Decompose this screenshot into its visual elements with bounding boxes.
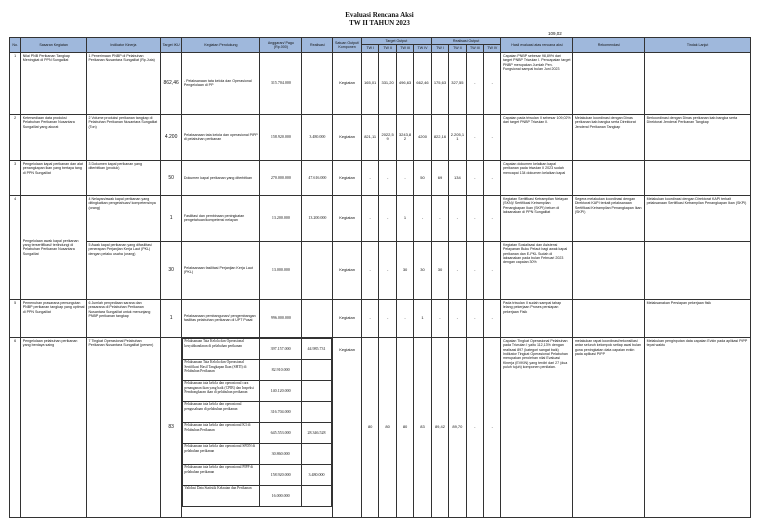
row-sasaran: Ketersediaan data produksi Pelabuhan Perikanan Nusantara Sungailiat yang akurat bbox=[21, 114, 87, 160]
row-tw-value: 69 bbox=[431, 160, 448, 195]
activity-realisasi bbox=[301, 443, 331, 464]
row-tw-value: 89,42 bbox=[431, 337, 448, 517]
row-tw-value: 3243,82 bbox=[396, 114, 413, 160]
row-tindak-lanjut: Melakukan penginputan data capaian Evkin pada aplikasi PIPP tepat waktu bbox=[645, 337, 751, 517]
activity-kegiatan: Validasi Data Statistik Kelautan dan Perikanan bbox=[183, 485, 260, 506]
row-no: 1 bbox=[10, 52, 21, 114]
row-no: 3 bbox=[10, 160, 21, 195]
row-anggaran: 158.920.000 bbox=[260, 114, 302, 160]
row-target: 862,46 bbox=[160, 52, 182, 114]
row-tw-value: - bbox=[484, 299, 501, 337]
row-tw-value: 331,20 bbox=[379, 52, 396, 114]
row-realisasi: 3.480.000 bbox=[302, 114, 333, 160]
row-tw-value: - bbox=[466, 299, 483, 337]
row-tw-value: - bbox=[431, 195, 448, 241]
col-kegiatan: Kegiatan Pendukung bbox=[182, 38, 260, 53]
activity-anggaran: 30.860.000 bbox=[260, 443, 302, 464]
row-tw-value: - bbox=[414, 195, 431, 241]
row-hasil: Pada triwulan II sudah sampai tahap lelang pekerjaan Proses persiapan pekerjaan Fisik bbox=[501, 299, 573, 337]
col-realisasi: Realisasi bbox=[302, 38, 333, 53]
row-tindak-lanjut: Melaksanakan Persiapan pekerjaan fisik bbox=[645, 299, 751, 337]
row-tw-value: - bbox=[484, 241, 501, 299]
row-no: 6 bbox=[10, 337, 21, 517]
table-row bbox=[10, 114, 751, 160]
col-indikator: Indikator Kinerja bbox=[86, 38, 160, 53]
col-hasil: Hasil evaluasi atas rencana aksi bbox=[501, 38, 573, 53]
col-target-output: Target Output bbox=[361, 38, 431, 45]
col-tindak-lanjut: Tindak Lanjut bbox=[645, 38, 751, 53]
col-tw: TW III bbox=[396, 45, 413, 52]
row-tw-value: - bbox=[379, 299, 396, 337]
row-anggaran: 13.000.000 bbox=[260, 241, 302, 299]
activity-anggaran: 16.000.000 bbox=[260, 485, 302, 506]
activity-row bbox=[183, 464, 332, 485]
row-hasil: Capaian dokumen kelaikan kapal perikanan pada triwulan II 2023 sudah mencapai 134 dokumen kelaikan kapal bbox=[501, 160, 573, 195]
row-indikator: 1 Penerimaan PNBP di Pelabuhan Perikanan Nusantara Sungailiat (Rp.Juta) bbox=[86, 52, 160, 114]
row-indikator: 6 Jumlah penyediaan sarana dan prasarana di Pelabuhan Perikanan Nusantara Sungailiat untuk menunjang PNBP perikanan tangkap bbox=[86, 299, 160, 337]
row-tw-value: 30 bbox=[396, 241, 413, 299]
row-tw-value: 662,46 bbox=[414, 52, 431, 114]
row-anggaran: 270.000.000 bbox=[260, 160, 302, 195]
row-tindak-lanjut bbox=[645, 160, 751, 195]
row-tw-value: - bbox=[361, 241, 378, 299]
row-tw-value: - bbox=[361, 160, 378, 195]
row-satuan: Kegiatan bbox=[333, 160, 362, 195]
row-tw-value: 821,11 bbox=[361, 114, 378, 160]
activity-kegiatan: Pelaksanaan Tata Kelola dan Operasional Sertifikasi Hasil Tangkapan Ikan (SHTI) di Pelabuhan Perikanan bbox=[183, 359, 260, 380]
row-tw-value: 2022,59 bbox=[379, 114, 396, 160]
col-tw: TW IV bbox=[414, 45, 431, 52]
row-tw-value: - bbox=[466, 160, 483, 195]
row-tw-value: 30 bbox=[414, 241, 431, 299]
activity-anggaran: 316.704.000 bbox=[260, 401, 302, 422]
row-kegiatan: Fasilitasi dan pembinaan peningkatan pengetahuan/kompetensi nelayan bbox=[182, 195, 260, 241]
row-tw-value: - bbox=[466, 52, 483, 114]
evaluation-table bbox=[9, 37, 751, 518]
col-sasaran: Sasaran Kegiatan bbox=[21, 38, 87, 53]
row-rekomendasi: Melakukan koordinasi dengan Dinas perikanan kab.bangka serta Direktorat Jenderal Perikanan Tangkap bbox=[573, 114, 645, 160]
table-row bbox=[10, 241, 751, 299]
row-kegiatan: Pelaksanaan fasilitasi Perjanjian Kerja Laut (PKL) bbox=[182, 241, 260, 299]
activity-realisasi: 44.985.731 bbox=[301, 338, 331, 359]
row-tw-value: - bbox=[484, 195, 501, 241]
row-satuan: Kegiatan bbox=[333, 52, 362, 114]
row-tw-value: 134 bbox=[449, 160, 466, 195]
activity-realisasi bbox=[301, 485, 331, 506]
row-sasaran: Nilai PNB Perikanan Tangkap Meningkat di PPN Sungailiat bbox=[21, 52, 87, 114]
row-kegiatan: - Pelaksanaan tata kelola dan Operasional Pengelolaan di PP bbox=[182, 52, 260, 114]
activity-row bbox=[183, 443, 332, 464]
activity-row bbox=[183, 401, 332, 422]
row-tw-value: 80 bbox=[361, 337, 378, 517]
activity-anggaran: 82.910.000 bbox=[260, 359, 302, 380]
activity-realisasi: 3.480.000 bbox=[301, 464, 331, 485]
row-sasaran: Pengelolaan awak kapal perikanan yang tersertifikasi/ terlindungi di Pelabuhan Perikanan Nusantara Sungailiat bbox=[21, 195, 87, 299]
row-tw-value: 80 bbox=[379, 337, 396, 517]
row-tw-value: - bbox=[449, 299, 466, 337]
row-tw-value: - bbox=[396, 160, 413, 195]
activity-anggaran: 140.120.000 bbox=[260, 380, 302, 401]
row-no: 4 bbox=[10, 195, 21, 299]
row-satuan: Kegiatan bbox=[333, 195, 362, 241]
activity-list bbox=[182, 337, 333, 517]
row-tindak-lanjut: Melakukan koordinasi dengan Direktorat KAPI terkait pelaksanaan Sertifikasi Ketrampilan Penangkapan Ikan (SKPI) bbox=[645, 195, 751, 241]
table-row bbox=[10, 52, 751, 114]
row-tw-value: - bbox=[449, 195, 466, 241]
row-target: 1 bbox=[160, 299, 182, 337]
activity-row bbox=[183, 485, 332, 506]
row-tw-value: 89,70 bbox=[449, 337, 466, 517]
row-realisasi bbox=[302, 241, 333, 299]
row-hasil: Kegiatan Sosialisasi dan Asistensi Pelayanan Buku Pelaut bagi awak kapal perikanan dan E-PKL Sudah di laksanakan pada bulan Februari 2023 dengan capaian 30% bbox=[501, 241, 573, 299]
row-hasil: Kegiatan Sertifikasi Ketrampilan Nelayan (SKN)/ Sertifikasi Ketrampilan Penangkapan Ikan (SKPI) belum di laksanakan di PPN Sungailiat bbox=[501, 195, 573, 241]
activity-realisasi: 28.346.528 bbox=[301, 422, 331, 443]
row-sasaran: Pengelolaan pelabuhan perikanan yang berdaya saing bbox=[21, 337, 87, 517]
row-tw-value: - bbox=[466, 241, 483, 299]
row-anggaran: 13.200.000 bbox=[260, 195, 302, 241]
col-tw: TW II bbox=[449, 45, 466, 52]
row-realisasi: 13.200.000 bbox=[302, 195, 333, 241]
row-tw-value: - bbox=[379, 195, 396, 241]
row-tindak-lanjut bbox=[645, 52, 751, 114]
row-target: 50 bbox=[160, 160, 182, 195]
row-hasil: Capaian PNBP sebesar 98,89% dari target PNBP Triwulan I. Pencapaian target PNBP merupakan Jumlah Pen. Fungsional sampai bulan Juni 2023 bbox=[501, 52, 573, 114]
row-anggaran: 996.000.000 bbox=[260, 299, 302, 337]
col-tw: TW II bbox=[379, 45, 396, 52]
row-tw-value: - bbox=[466, 195, 483, 241]
col-satuan: Satuan Output/ Komponen bbox=[333, 38, 362, 53]
col-tw: TW III bbox=[466, 45, 483, 52]
row-tw-value: 822,16 bbox=[431, 114, 448, 160]
page-title: Evaluasi Rencana Aksi bbox=[345, 11, 414, 19]
row-tw-value: - bbox=[484, 337, 501, 517]
activity-kegiatan: Pelaksanaan tata kelola dan operasional SPDN di pelabuhan perikanan bbox=[183, 443, 260, 464]
row-indikator: 7 Tingkat Operasional Pelabuhan Perikanan Nusantara Sungailiat (persen) bbox=[86, 337, 160, 517]
row-tw-value: - bbox=[361, 195, 378, 241]
activity-realisasi bbox=[301, 401, 331, 422]
activity-row bbox=[183, 359, 332, 380]
table-row bbox=[10, 299, 751, 337]
row-tw-value: - bbox=[361, 299, 378, 337]
row-anggaran: 315.704.000 bbox=[260, 52, 302, 114]
row-sasaran: Pemenuhan prasarana pemungutan PNBP perikanan tangkap yang optimal di PPN Sungailiat bbox=[21, 299, 87, 337]
row-kegiatan: Pelaksanaan tata kelola dan operasional PIPP di pelabuhan perikanan bbox=[182, 114, 260, 160]
row-tw-value: 496,63 bbox=[396, 52, 413, 114]
row-tw-value: - bbox=[484, 160, 501, 195]
col-no: No. bbox=[10, 38, 21, 53]
activity-kegiatan: Pelaksanaan Tata Kelola dan Operasional kesyahbandaran di pelabuhan perikanan bbox=[183, 338, 260, 359]
row-target: 4.200 bbox=[160, 114, 182, 160]
row-kegiatan: Pelaksanaan pembangunan/ pengembangan fasilitas pelabuhan perikanan di UPT Pusat bbox=[182, 299, 260, 337]
activity-anggaran: 397.157.000 bbox=[260, 338, 302, 359]
activity-anggaran: 645.553.000 bbox=[260, 422, 302, 443]
row-satuan: Kegiatan bbox=[333, 241, 362, 299]
row-tw-value: 1 bbox=[414, 299, 431, 337]
table-row bbox=[10, 195, 751, 241]
row-indikator: 3 Dokumen kapal perikanan yang diterbitkan (produk) bbox=[86, 160, 160, 195]
activity-anggaran: 158.920.000 bbox=[260, 464, 302, 485]
row-tw-value: - bbox=[484, 114, 501, 160]
activity-kegiatan: Pelaksanaan tata kelola dan operasional PIPP di pelabuhan perikanan bbox=[183, 464, 260, 485]
row-no: 2 bbox=[10, 114, 21, 160]
row-tw-value: 50 bbox=[414, 160, 431, 195]
row-rekomendasi: melakukan rapat koordinasi/rekonsiliasi antar seluruh kelompok setiap awal bulan guna peningkatan data capaian evkin pada aplikasi PIPP bbox=[573, 337, 645, 517]
col-tw: TW I bbox=[431, 45, 448, 52]
row-tindak-lanjut: Berkoordinasi dengan Dinas perikanan kab.bangka serta Direktorat Jenderal Perikanan Tangkap bbox=[645, 114, 751, 160]
activity-kegiatan: Pelaksanaan tata kelola dan operasional cara penanganan ikan yang baik (CPIB) dan Inspeksi Pembongkaran ikan di pelabuhan perikanan bbox=[183, 380, 260, 401]
row-hasil: Capaian Tingkat Operasional Pelabuhan pada Triwulan I yaitu 112,13% dengan realisasi 897 (kategori sangat baik) Indikator Tingkat Operasional Pelabuhan merupakan perolehan nilai Evaluasi Kinerja (EVKIN) yang terdiri dari 27 (dua puluh tujuh) komponen penilaian. bbox=[501, 337, 573, 517]
row-rekomendasi bbox=[573, 160, 645, 195]
summary-number: 109,02 bbox=[548, 31, 562, 36]
col-target: Target IKU bbox=[160, 38, 182, 53]
row-indikator: 4 Nelayan/awak kapal perikanan yang ditingkatkan pengetahuan/ kompetensinya (orang) bbox=[86, 195, 160, 241]
row-indikator: 2 Volume produksi perikanan tangkap di Pelabuhan Perikanan Nusantara Sungailiat (Ton) bbox=[86, 114, 160, 160]
row-tw-value: - bbox=[396, 299, 413, 337]
row-tw-value: 327,55 bbox=[449, 52, 466, 114]
col-tw: TW I bbox=[361, 45, 378, 52]
row-no: 5 bbox=[10, 299, 21, 337]
row-tw-value: - bbox=[379, 160, 396, 195]
activity-kegiatan: Pelaksanaan tata kelola dan operasional pengusahaan di pelabuhan perikanan bbox=[183, 401, 260, 422]
activity-row bbox=[183, 422, 332, 443]
row-target: 83 bbox=[160, 337, 182, 517]
col-tw: TW IV bbox=[484, 45, 501, 52]
row-tw-value: 30 bbox=[431, 241, 448, 299]
row-realisasi bbox=[302, 299, 333, 337]
row-tw-value: 2.205,11 bbox=[449, 114, 466, 160]
activity-row bbox=[183, 380, 332, 401]
page-subtitle: TW II TAHUN 2023 bbox=[349, 19, 410, 27]
row-satuan: Kegiatan bbox=[333, 114, 362, 160]
table-row bbox=[10, 160, 751, 195]
row-tw-value: 1 bbox=[396, 195, 413, 241]
activity-kegiatan: Pelaksanaan tata kelola dan operasional K3 di Pelabuhan Perikanan bbox=[183, 422, 260, 443]
row-tw-value: - bbox=[466, 337, 483, 517]
row-tindak-lanjut bbox=[645, 241, 751, 299]
row-realisasi: 47.616.000 bbox=[302, 160, 333, 195]
row-satuan: Kegiatan bbox=[333, 337, 362, 517]
row-tw-value: 83 bbox=[414, 337, 431, 517]
row-tw-value: 175,63 bbox=[431, 52, 448, 114]
table-row bbox=[10, 337, 751, 517]
header-row bbox=[10, 38, 751, 45]
activity-realisasi bbox=[301, 380, 331, 401]
row-rekomendasi bbox=[573, 241, 645, 299]
row-target: 1 bbox=[160, 195, 182, 241]
row-satuan: Kegiatan bbox=[333, 299, 362, 337]
row-target: 30 bbox=[160, 241, 182, 299]
activity-subtable bbox=[182, 338, 332, 507]
row-rekomendasi bbox=[573, 299, 645, 337]
row-tw-value: 4200 bbox=[414, 114, 431, 160]
col-realisasi-output: Realisasi Output bbox=[431, 38, 501, 45]
row-tw-value: 165,01 bbox=[361, 52, 378, 114]
row-sasaran: Pengelolaan kapal perikanan dan alat penangkapan ikan yang bertaya tang di PPN Sungailiat bbox=[21, 160, 87, 195]
row-tw-value: - bbox=[431, 299, 448, 337]
row-rekomendasi bbox=[573, 52, 645, 114]
activity-row bbox=[183, 338, 332, 359]
row-tw-value: - bbox=[379, 241, 396, 299]
row-indikator: 5 Awak kapal perikanan yang difasilitasi penerapan Perjanjian Kerja Laut (PKL) dengan pelaku usaha (orang) bbox=[86, 241, 160, 299]
row-tw-value: - bbox=[484, 52, 501, 114]
activity-realisasi bbox=[301, 359, 331, 380]
row-kegiatan: Dokumen kapal perikanan yang diterbitkan bbox=[182, 160, 260, 195]
col-rekomendasi: Rekomendasi bbox=[573, 38, 645, 53]
row-rekomendasi: Segera melakukan koordinasi dengan Direktorat KAPI terkait pelaksanaan Sertifikasi Ketrampilan Penangkapan Ikan (SKPI) bbox=[573, 195, 645, 241]
row-realisasi bbox=[302, 52, 333, 114]
row-tw-value: - bbox=[449, 241, 466, 299]
row-tw-value: 80 bbox=[396, 337, 413, 517]
row-hasil: Capaian pada triwulan II sebesar 109,02% dari target PNBP Triwulan II. bbox=[501, 114, 573, 160]
col-anggaran: Anggaran/ Pagu (Rp.000) bbox=[260, 38, 302, 53]
row-tw-value: - bbox=[466, 114, 483, 160]
